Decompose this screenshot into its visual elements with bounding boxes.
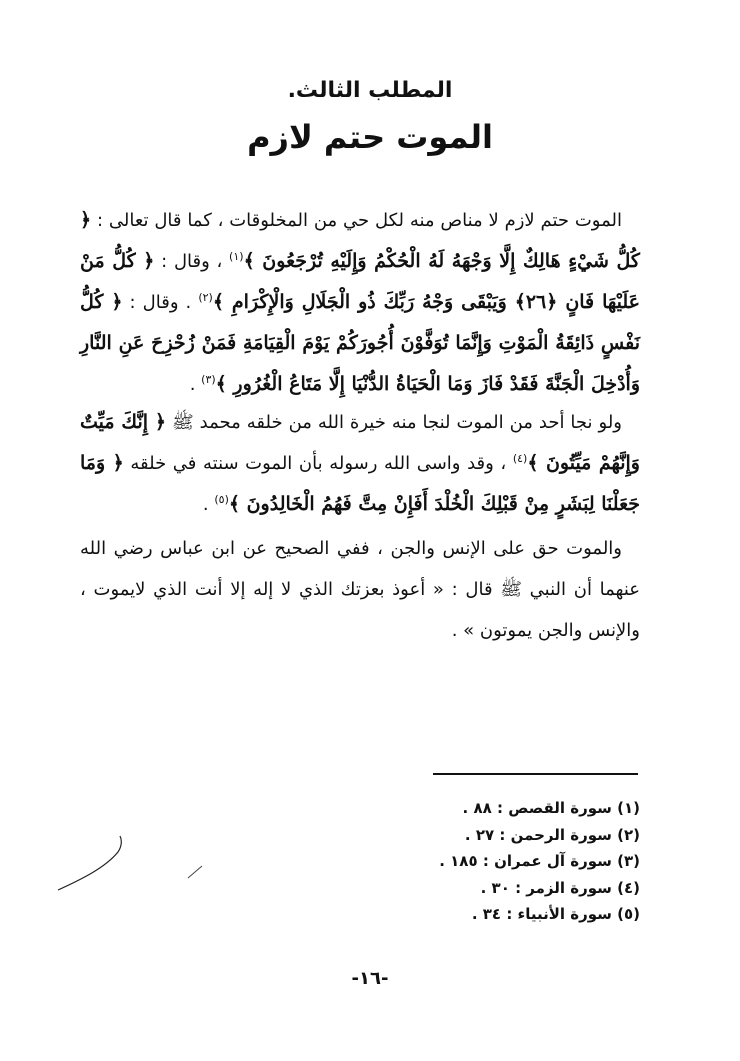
paragraph-1-intro: الموت حتم لازم لا مناص منه لكل حي من المخلوقات ، كما قال تعالى : — [96, 210, 622, 231]
paragraph-2-end: . — [202, 494, 209, 515]
footnote-item: (١) سورة القصص : ٨٨ . — [462, 799, 640, 817]
footnote-item: (٤) سورة الزمر : ٣٠ . — [480, 878, 640, 897]
footnote-item: (٣) سورة آل عمران : ١٨٥ . — [439, 852, 640, 870]
paragraph-3 — [80, 528, 640, 651]
paragraph-1-end: . — [189, 374, 196, 395]
paragraph-2-connector: ، وقد واسى الله رسوله بأن الموت سنته في خلقه — [130, 453, 507, 474]
page-number: -١٦- — [351, 968, 389, 989]
footnote-ref-3[interactable]: (٣) — [201, 373, 216, 386]
verse-1: ﴿ كُلُّ شَيْءٍ هَالِكٌ إِلَّا وَجْهَهُ لَهُ الْحُكْمُ وَإِلَيْهِ تُرْجَعُونَ ﴾ — [80, 209, 640, 272]
connector-1: ، وقال : — [161, 251, 223, 272]
verse-5: ﴿ وَمَا جَعَلْنَا لِبَشَرٍ مِنْ قَبْلِكَ الْخُلْدَ أَفَإِنْ مِتَّ فَهُمُ الْخَالِدُونَ ﴾ — [80, 452, 640, 515]
paragraph-2-intro: ولو نجا أحد من الموت لنجا منه خيرة الله من خلقه محمد ﷺ — [171, 412, 622, 433]
pen-stroke-mark — [50, 828, 220, 898]
paragraph-3-text: والموت حق على الإنس والجن ، ففي الصحيح عن ابن عباس رضي الله عنهما أن النبي ﷺ قال : « أعوذ بعزتك الذي لا إله إلا أنت الذي لايموت ، والإنس والجن يموتون » . — [80, 538, 640, 641]
footnote-item: (٥) سورة الأنبياء : ٣٤ . — [471, 905, 640, 923]
connector-2: . وقال : — [129, 292, 192, 313]
verse-4: ﴿ إِنَّكَ مَيِّتٌ وَإِنَّهُمْ مَيِّتُونَ ﴾ — [80, 411, 640, 474]
verse-3: ﴿ كُلُّ نَفْسٍ ذَائِقَةُ الْمَوْتِ وَإِنَّمَا تُوَفَّوْنَ أُجُورَكُمْ يَوْمَ الْقِيَامَةِ فَمَنْ زُحْزِحَ عَنِ النَّارِ وَأُدْخِلَ الْجَنَّةَ فَقَدْ فَازَ وَمَا الْحَيَاةُ الدُّنْيَا إِلَّا مَتَاعُ الْغُرُورِ ﴾ — [80, 291, 640, 395]
footnote-ref-2[interactable]: (٢) — [198, 291, 213, 304]
footnote-item: (٢) سورة الرحمن : ٢٧ . — [464, 825, 640, 844]
paragraph-2 — [80, 402, 640, 525]
footnote-divider — [433, 773, 638, 775]
footnotes-list — [320, 795, 640, 928]
footnote-ref-5[interactable]: (٥) — [214, 493, 229, 506]
chapter-title: الموت حتم لازم — [247, 118, 493, 156]
section-label: المطلب الثالث. — [287, 78, 453, 103]
footnote-ref-1[interactable]: (١) — [229, 250, 244, 263]
paragraph-1 — [80, 200, 640, 405]
footnote-ref-4[interactable]: (٤) — [512, 452, 528, 465]
verse-2: ﴿ كُلُّ مَنْ عَلَيْهَا فَانٍ ﴿٢٦﴾ وَيَبْقَى وَجْهُ رَبِّكَ ذُو الْجَلَالِ وَالْإِكْرَامِ ﴾ — [80, 250, 640, 313]
